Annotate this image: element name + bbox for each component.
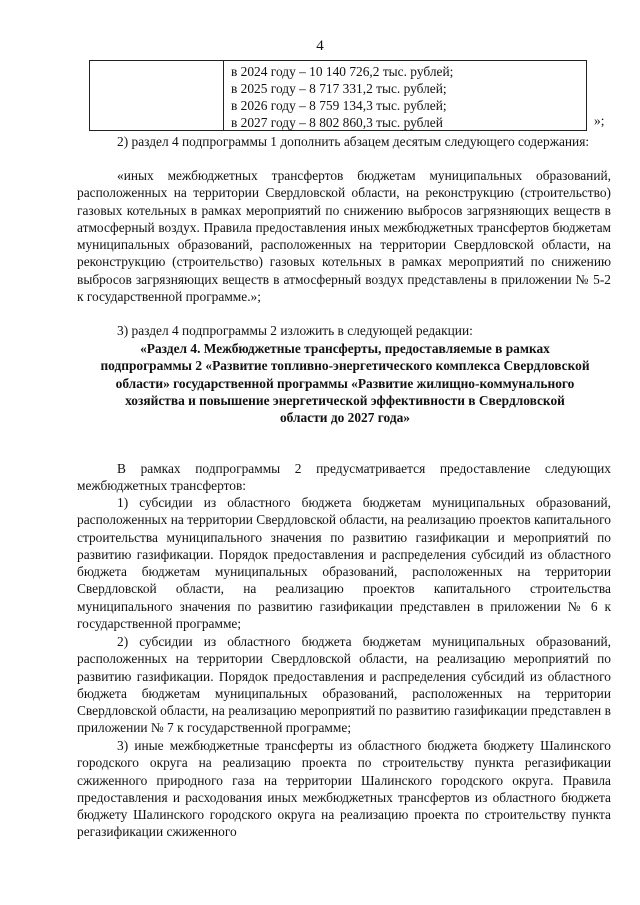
table-line: в 2027 году – 8 802 860,3 тыс. рублей (231, 115, 443, 130)
table-line: в 2026 году – 8 759 134,3 тыс. рублей; (231, 98, 447, 113)
table-line: в 2025 году – 8 717 331,2 тыс. рублей; (231, 81, 447, 96)
intro-paragraph: В рамках подпрограммы 2 предусматривается предоставление следующих межбюджетных трансфертов: (77, 461, 611, 494)
list-item-3: 3) иные межбюджетные трансферты из областного бюджета бюджету Шалинского городского округа на реализацию проекта по строительству пункта регазификации сжиженного природного газа на территории Шалинского городского округа. Правила предоставления и расходования иных межбюджетных трансфертов из областного бюджета бюджету Шалинского городского округа на реализацию проекта по строительству пункта регазификации сжиженного (77, 738, 611, 840)
paragraph-item-2: 2) раздел 4 подпрограммы 1 дополнить абзацем десятым следующего содержания: (117, 134, 590, 149)
quoted-paragraph: «иных межбюджетных трансфертов бюджетам муниципальных образований, расположенных на территории Свердловской области, на реконструкцию (строительство) газовых котельных в рамках мероприятий по снижению выбросов загрязняющих веществ в атмосферный воздух. Правила предоставления иных межбюджетных трансфертов бюджетам муниципальных образований, расположенных на территории Свердловской области, на реконструкцию (строительство) газовых котельных в рамках мероприятий по снижению выбросов загрязняющих веществ в атмосферный воздух представлены в приложении № 5-2 к государственной программе.»; (77, 168, 611, 305)
table-closing-mark: »; (594, 113, 605, 128)
list-item-2: 2) субсидии из областного бюджета бюджетам муниципальных образований, расположенных на территории Свердловской области, на реализацию мероприятий по развитию газификации. Порядок предоставления и распределения субсидий из областного бюджета бюджетам муниципальных образований, расположенных на территории Свердловской области, на реализацию мероприятий по развитию газификации представлен в приложении № 7 к государственной программе; (77, 634, 611, 736)
table-divider (223, 61, 224, 130)
section-heading: «Раздел 4. Межбюджетные трансферты, предоставляемые в рамках подпрограммы 2 «Развитие топливно-энергетического комплекса Свердловской области» государственной программы «Развитие жилищно-коммунального хозяйства и повышение энергетической эффективности в Свердловской области до 2027 года» (100, 341, 590, 426)
paragraph-item-3: 3) раздел 4 подпрограммы 2 изложить в следующей редакции: (117, 323, 473, 338)
table-cell (231, 63, 582, 131)
list-item-1: 1) субсидии из областного бюджета бюджетам муниципальных образований, расположенных на территории Свердловской области, на реализацию проектов капитального строительства муниципального значения по развитию газификации и мероприятий по развитию газификации. Порядок предоставления и распределения субсидий из областного бюджета бюджетам муниципальных образований, расположенных на территории Свердловской области, на реализацию проектов капитального строительства муниципального значения по развитию газификации представлен в приложении № 6 к государственной программе; (77, 495, 611, 632)
funding-table (89, 60, 587, 131)
page-number: 4 (316, 38, 324, 54)
table-line: в 2024 году – 10 140 726,2 тыс. рублей; (231, 64, 454, 79)
